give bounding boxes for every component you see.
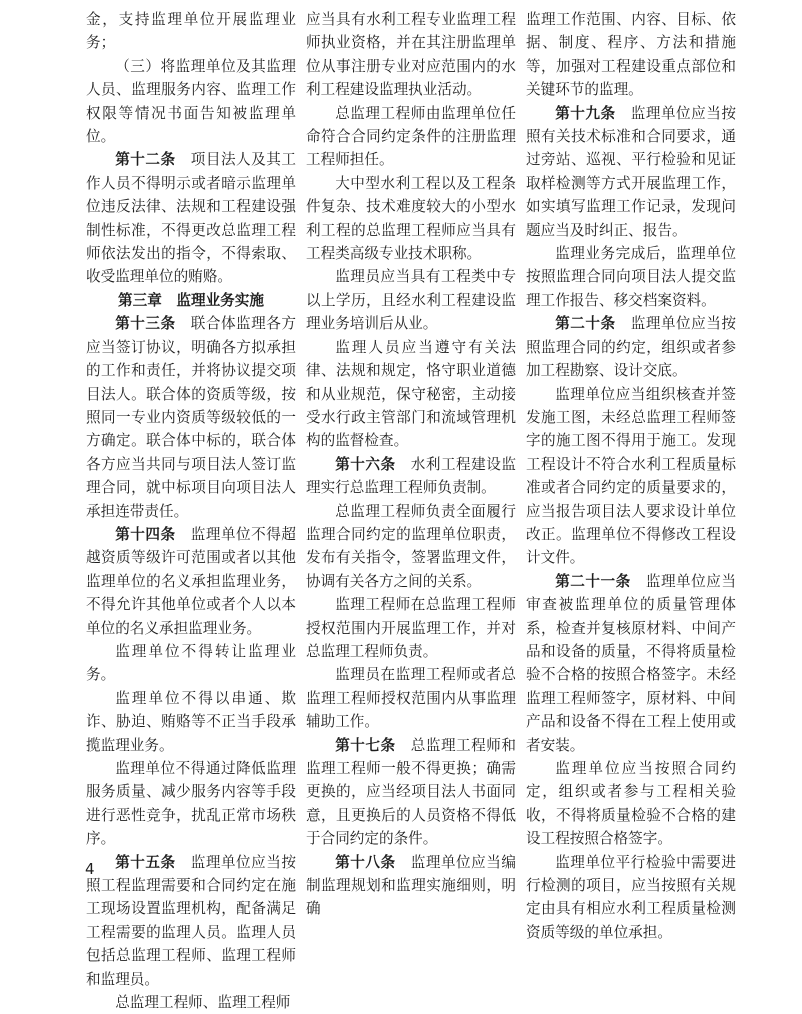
- paragraph-text: 总监理工程师由监理单位任命符合合同约定条件的注册监理工程师担任。: [306, 104, 516, 169]
- article-paragraph: [86, 851, 296, 991]
- article-number: 第十九条: [555, 104, 616, 122]
- paragraph: [86, 640, 296, 687]
- paragraph: [306, 663, 516, 733]
- paragraph-text: 监理单位应当审查被监理单位的质量管理体系，检查并复核原材料、中间产品和设备的质量，不得将质量检验不合格的按照合格签字。未经监理工程师签字，原材料、中间产品和设备不得在工程上使用或者安装。: [526, 572, 736, 754]
- paragraph-text: 总监理工程师和监理工程师一般不得更换；确需更换的，应当经项目法人书面同意，且更换后的人员资格不得低于合同约定的条件。: [306, 736, 516, 848]
- paragraph: [86, 757, 296, 851]
- paragraph: [306, 500, 516, 594]
- paragraph-text: 监理员应当具有工程类中专以上学历，且经水利工程建设监理业务培训后从业。: [306, 268, 516, 333]
- text-column-middle: [306, 8, 516, 921]
- paragraph-text: 监理单位不得通过降低监理服务质量、减少服务内容等手段进行恶性竞争，扰乱正常市场秩序。: [86, 760, 296, 848]
- paragraph: [306, 336, 516, 453]
- text-column-right: [526, 8, 736, 944]
- article-paragraph: [526, 570, 736, 757]
- paragraph-text: 总监理工程师负责全面履行监理合同约定的监理单位职责，发布有关指令，签署监理文件，协调有关各方之间的关系。: [306, 502, 516, 590]
- article-number: 第二十条: [555, 315, 616, 333]
- article-number: 第二十一条: [555, 572, 631, 590]
- paragraph: [86, 991, 296, 1014]
- article-paragraph: [86, 523, 296, 640]
- article-number: 第十八条: [335, 853, 396, 871]
- paragraph-text: 监理单位应当按照合同约定，组织或者参与工程相关验收，不得将质量检验不合格的建设工程按照合格签字。: [526, 760, 736, 848]
- article-number: 第十七条: [335, 736, 396, 754]
- article-paragraph: [306, 851, 516, 921]
- article-paragraph: [306, 453, 516, 500]
- article-number: 第十二条: [115, 151, 176, 169]
- article-number: 第十三条: [115, 315, 176, 333]
- article-number: 第十四条: [115, 525, 176, 543]
- paragraph: [526, 851, 736, 945]
- paragraph: [86, 55, 296, 149]
- paragraph-text: 大中型水利工程以及工程条件复杂、技术难度较大的小型水利工程的总监理工程师应当具有工程类高级专业技术职称。: [306, 174, 516, 263]
- paragraph-text: 监理单位不得超越资质等级许可范围或者以其他监理单位的名义承担监理业务，不得允许其他单位或者个人以本单位的名义承担监理业务。: [86, 525, 296, 637]
- paragraph: [526, 242, 736, 312]
- paragraph: [306, 172, 516, 266]
- page-number: 4: [85, 860, 95, 878]
- paragraph: [306, 593, 516, 663]
- article-paragraph: [306, 734, 516, 851]
- text-column-left: [86, 8, 296, 1014]
- paragraph-text: 监理单位不得转让监理业务。: [86, 642, 296, 684]
- paragraph-text: 监理工作范围、内容、目标、依据、制度、程序、方法和措施等，加强对工程建设重点部位和关键环节的监理。: [526, 11, 736, 99]
- paragraph-text: 总监理工程师、监理工程师: [115, 994, 291, 1012]
- paragraph-text: （三）将监理单位及其监理人员、监理服务内容、监理工作权限等情况书面告知被监理单位。: [86, 57, 296, 146]
- paragraph-text: 监理单位应当编制监理规划和监理实施细则，明确: [306, 853, 516, 918]
- article-paragraph: [526, 102, 736, 242]
- paragraph: [86, 8, 296, 55]
- article-paragraph: [86, 148, 296, 288]
- paragraph-text: 金，支持监理单位开展监理业务；: [86, 11, 296, 52]
- paragraph-text: 监理单位应当按照有关技术标准和合同要求，通过旁站、巡视、平行检验和见证取样检测等方式开展监理工作，如实填写监理工作记录，发现问题应当及时纠正、报告。: [526, 104, 736, 239]
- paragraph-text: 监理单位平行检验中需要进行检测的项目，应当按照有关规定由具有相应水利工程质量检测资质等级的单位承担。: [526, 853, 736, 941]
- article-paragraph: [526, 312, 736, 382]
- paragraph-text: 监理单位应当按照监理合同的约定，组织或者参加工程勘察、设计交底。: [526, 315, 736, 380]
- paragraph-text: 监理人员应当遵守有关法律、法规和规定，恪守职业道德和从业规范，保守秘密，主动接受水行政主管部门和流域管理机构的监督检查。: [306, 338, 516, 450]
- chapter-heading: 第三章 监理业务实施: [118, 291, 264, 309]
- paragraph-text: 应当具有水利工程专业监理工程师执业资格，并在其注册监理单位从事注册专业对应范围内的水利工程建设监理执业活动。: [306, 11, 516, 99]
- paragraph: [306, 102, 516, 172]
- paragraph-text: 监理工程师在总监理工程师授权范围内开展监理工作，并对总监理工程师负责。: [306, 596, 516, 660]
- paragraph-text: 联合体监理各方应当签订协议，明确各方拟承担的工作和责任，并将协议提交项目法人。联合体的资质等级，按照同一专业内资质等级较低的一方确定。联合体中标的，联合体各方应当共同与项目法人签订监理合同，就中标项目向项目法人承担连带责任。: [86, 315, 296, 520]
- article-paragraph: [86, 312, 296, 523]
- paragraph: [526, 383, 736, 570]
- paragraph-text: 水利工程建设监理实行总监理工程师负责制。: [306, 455, 516, 497]
- paragraph: [526, 8, 736, 102]
- paragraph-text: 监理单位应当按照工程监理需要和合同约定在施工现场设置监理机构，配备满足工程需要的监理人员。监理人员包括总监理工程师、监理工程师和监理员。: [86, 853, 296, 988]
- paragraph-text: 监理单位应当组织核查并签发施工图，未经总监理工程师签字的施工图不得用于施工。发现工程设计不符合水利工程质量标准或者合同约定的质量要求的，应当报告项目法人要求设计单位改正。监理单位不得修改工程设计文件。: [526, 385, 736, 567]
- paragraph-text: 监理员在监理工程师或者总监理工程师授权范围内从事监理辅助工作。: [306, 666, 516, 731]
- paragraph: [86, 687, 296, 757]
- article-number: 第十六条: [335, 455, 396, 473]
- paragraph-text: 项目法人及其工作人员不得明示或者暗示监理单位违反法律、法规和工程建设强制性标准，不得更改总监理工程师依法发出的指令，不得索取、收受监理单位的贿赂。: [86, 151, 296, 286]
- paragraph: [306, 265, 516, 335]
- article-number: 第十五条: [115, 853, 176, 871]
- paragraph-text: 监理单位不得以串通、欺诈、胁迫、贿赂等不正当手段承揽监理业务。: [86, 689, 296, 754]
- paragraph-text: 监理业务完成后，监理单位按照监理合同向项目法人提交监理工作报告、移交档案资料。: [526, 245, 736, 309]
- paragraph: [526, 757, 736, 851]
- paragraph: [306, 8, 516, 102]
